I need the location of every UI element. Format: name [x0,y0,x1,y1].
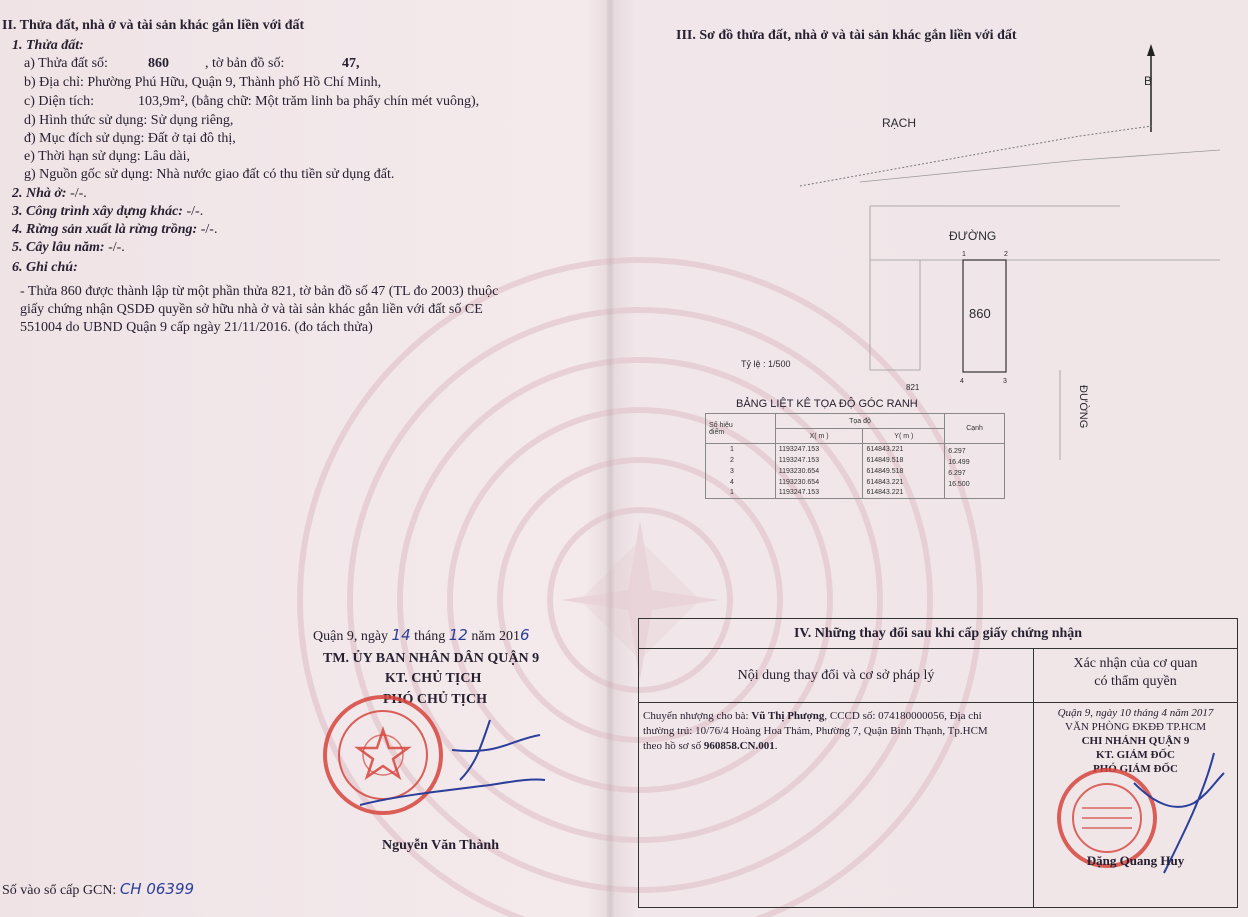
edge-cell: 16.499 [945,455,1005,466]
construction-value: -/-. [186,204,204,219]
corner-3: 3 [1003,378,1007,385]
neighbor-label: 821 [906,383,920,392]
corner-2: 2 [1004,251,1008,258]
entry-prefix: Chuyển nhượng cho bà: [643,710,749,722]
river-boundary [800,126,1152,186]
usage-form: d) Hình thức sử dụng: Sử dụng riêng, [24,113,234,128]
table-row [706,466,1005,477]
changes-title: IV. Những thay đổi sau khi cấp giấy chứng nhận [639,619,1237,649]
y-cell: 614849.518 [863,466,945,477]
table-row [706,488,1005,499]
map-sheet-label: , tờ bản đồ số: [205,56,285,71]
office-line-1: VĂN PHÒNG ĐKĐĐ TP.HCM [1065,721,1206,733]
date-month-label: tháng [414,629,446,644]
scale-label: Tỷ lệ : 1/500 [741,359,791,369]
col-y: Y( m ) [863,429,945,444]
changes-col-confirm [1034,649,1237,702]
address-line: b) Địa chỉ: Phường Phú Hữu, Quận 9, Thành phố Hồ Chí Minh, [24,75,382,90]
notes-line-2: giấy chứng nhận QSDĐ quyền sở hữu nhà ở và tài sản khác gắn liền với đất số CE [20,302,483,317]
construction-row [12,204,203,220]
map-sheet-value: 47, [342,56,360,71]
point-cell: 1 [706,444,776,455]
land-heading: 1. Thửa đất: [12,38,84,53]
entry-file-number: 960858.CN.001 [703,740,775,752]
point-cell: 3 [706,466,776,477]
entry-line-3-suffix: . [774,740,778,752]
parcel-number-label: a) Thửa đất số: [24,56,108,71]
coordinate-table [705,413,1005,499]
table-row [706,455,1005,466]
river-label: RẠCH [882,116,917,130]
y-cell: 614843.221 [863,477,945,488]
entry-rest-1: , CCCD số: 074180000056, Địa chỉ [824,710,982,722]
parcel-number-value: 860 [148,56,169,71]
table-row [706,477,1005,488]
authority-line-3: PHÓ CHỦ TỊCH [383,692,487,707]
y-cell: 614843.221 [863,488,945,499]
register-number [2,880,194,899]
col-point [706,414,776,444]
office-line-4: PHÓ GIÁM ĐỐC [1093,763,1178,775]
section-iii-title: III. Sơ đồ thửa đất, nhà ở và tài sản khác gắn liền với đất [676,28,1017,43]
date-year-label: năm 201 [471,629,520,644]
road-top-label: ĐƯỜNG [949,229,997,243]
notes-line-1: - Thửa 860 được thành lập từ một phần thửa 821, tờ bản đồ số 47 (TL đo 2003) thuộc [20,284,499,299]
x-cell: 1193247.153 [775,455,863,466]
col-x: X( m ) [775,429,863,444]
table-row [706,444,1005,455]
edge-cell [945,488,1005,499]
col-point-line-1: Số hiệu [709,421,733,429]
confirm-date: Quận 9, ngày 10 tháng 4 năm 2017 [1057,707,1214,719]
edge-cell: 6.297 [945,466,1005,477]
register-label: Số vào sổ cấp GCN: [2,883,117,898]
forest-value: -/-. [200,222,218,237]
entry-line-2: thường trú: 10/76/4 Hoàng Hoa Thám, Phường 7, Quận Bình Thạnh, Tp.HCM [643,725,988,737]
north-arrow-head [1147,44,1155,56]
change-confirmation [1034,703,1237,907]
corner-4: 4 [960,378,964,385]
office-line-3: KT. GIÁM ĐỐC [1096,749,1175,761]
north-label: B [1144,74,1153,88]
y-cell: 614843.221 [863,444,945,455]
register-value-handwritten: CH 06399 [119,880,195,898]
col-coord: Tọa độ [775,414,944,429]
confirm-col-line-2: có thẩm quyền [1094,674,1177,689]
road-right-label: ĐƯỜNG [1077,385,1089,429]
changes-header [639,649,1237,703]
date-month-handwritten: 12 [448,626,468,644]
changes-col-content: Nội dung thay đổi và cơ sở pháp lý [639,649,1034,702]
point-cell: 4 [706,477,776,488]
confirm-col-line-1: Xác nhận của cơ quan [1073,656,1198,671]
col-point-line-2: điểm [709,428,725,436]
col-edge: Cạnh [945,414,1005,444]
authority-line-2: KT. CHỦ TỊCH [385,671,482,686]
entry-name: Vũ Thị Phượng [751,710,825,722]
confirm-signer: Đặng Quang Huy [1086,853,1185,868]
house-label: 2. Nhà ở: [12,186,67,201]
date-day-handwritten: 14 [391,626,411,644]
x-cell: 1193247.153 [775,488,863,499]
section-ii-title: II. Thửa đất, nhà ở và tài sản khác gắn liền với đất [2,18,305,33]
x-cell: 1193230.654 [775,466,863,477]
construction-label: 3. Công trình xây dựng khác: [12,204,183,219]
forest-row [12,222,217,238]
x-cell: 1193230.654 [775,477,863,488]
signature-left [340,710,560,820]
corner-1: 1 [962,251,966,258]
trees-label: 5. Cây lâu năm: [12,240,105,255]
entry-line-3-prefix: theo hồ sơ số [643,740,702,752]
change-content [639,703,1034,907]
y-cell: 614849.518 [863,455,945,466]
changes-table [638,618,1238,908]
trees-value: -/-. [108,240,125,255]
x-cell: 1193247.153 [775,444,863,455]
parcel-map [700,40,1220,460]
house-row [12,186,87,202]
issue-date [313,626,530,645]
date-prefix: Quận 9, ngày [313,629,389,644]
notes-line-3: 551004 do UBND Quận 9 cấp ngày 21/11/2016. (đo tách thửa) [20,320,373,335]
edge-cell: 16.500 [945,477,1005,488]
river-bank [860,150,1220,182]
usage-term: e) Thời hạn sử dụng: Lâu dài, [24,149,190,164]
neighbor-outline [870,206,920,370]
area-value: 103,9m², (bằng chữ: Một trăm linh ba phẩy chín mét vuông), [138,94,480,109]
usage-origin: g) Nguồn gốc sử dụng: Nhà nước giao đất có thu tiền sử dụng đất. [24,167,395,182]
center-fold [606,0,614,917]
parcel-label: 860 [969,306,991,321]
changes-entry [639,703,1237,907]
trees-row [12,240,125,256]
notes-heading: 6. Ghi chú: [12,260,78,275]
office-line-2: CHI NHÁNH QUẬN 9 [1081,735,1190,747]
point-cell: 2 [706,455,776,466]
authority-line-1: TM. ỦY BAN NHÂN DÂN QUẬN 9 [323,651,540,666]
point-cell: 1 [706,488,776,499]
edge-cell: 6.297 [945,444,1005,455]
date-year-handwritten: 6 [519,626,530,644]
signer-name: Nguyễn Văn Thành [382,838,499,853]
forest-label: 4. Rừng sản xuất là rừng trồng: [12,222,198,237]
coord-table-title: BẢNG LIỆT KÊ TỌA ĐỘ GÓC RANH [736,398,918,410]
area-label: c) Diện tích: [24,94,94,109]
usage-purpose: đ) Mục đích sử dụng: Đất ở tại đô thị, [24,131,236,146]
house-value: -/-. [70,186,87,201]
